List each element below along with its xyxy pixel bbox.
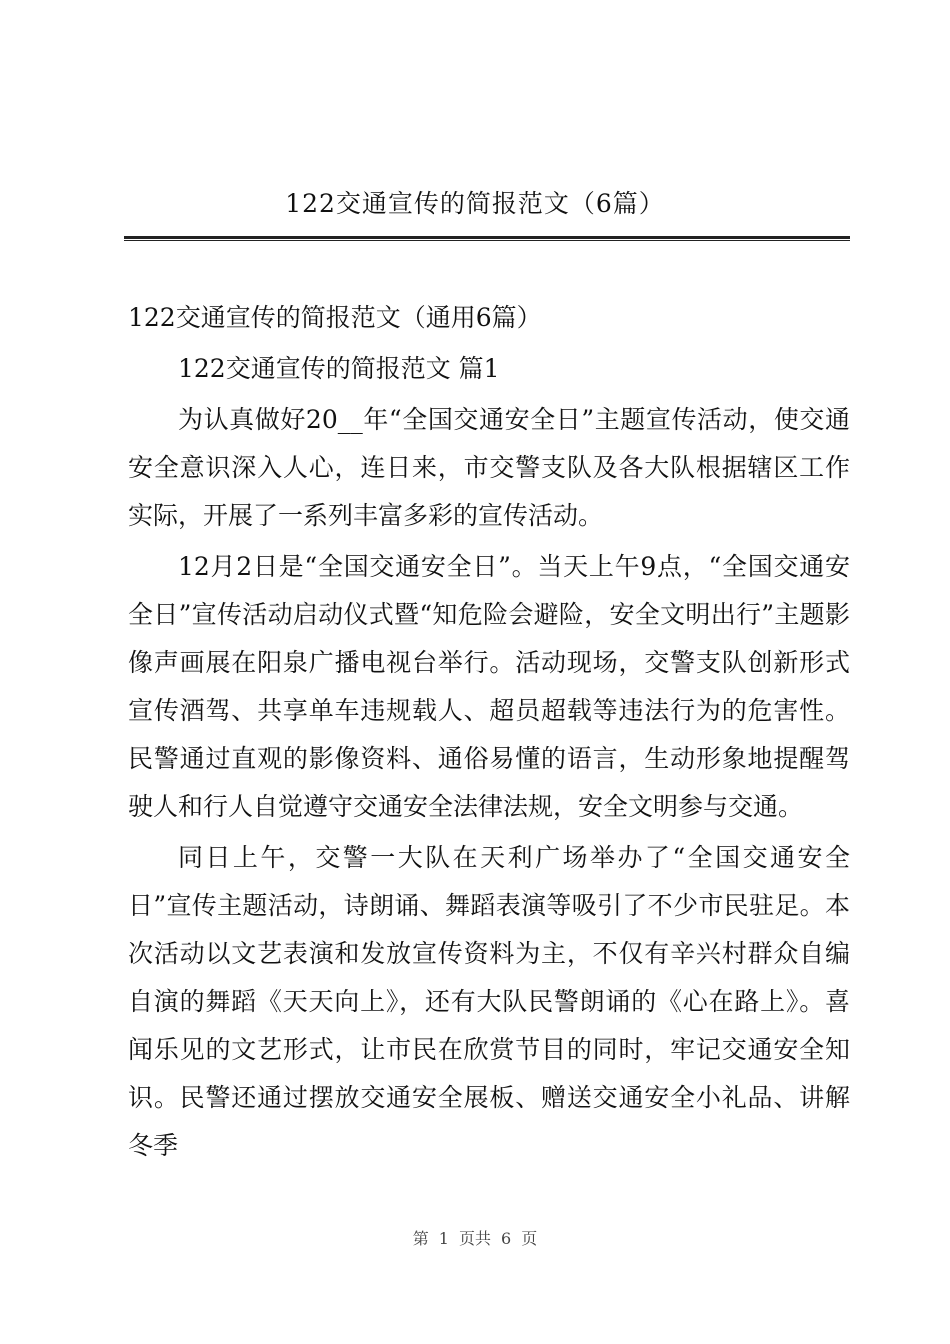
header-divider	[124, 236, 850, 242]
footer-total-pages: 6	[501, 1229, 512, 1248]
body-paragraph: 为认真做好20__年“全国交通安全日”主题宣传活动，使交通安全意识深入人心，连日来，市交警支队及各大队根据辖区工作实际，开展了一系列丰富多彩的宣传活动。	[128, 405, 850, 530]
footer-page-number: 1	[438, 1229, 449, 1248]
document-body	[128, 294, 850, 1173]
header-divider-thin	[124, 240, 850, 241]
body-paragraph: 同日上午，交警一大队在天利广场举办了“全国交通安全日”宣传主题活动，诗朗诵、舞蹈表演等吸引了不少市民驻足。本次活动以文艺表演和发放宣传资料为主，不仅有辛兴村群众自编自演的舞蹈《天天向上》，还有大队民警朗诵的《心在路上》。喜闻乐见的文艺形式，让市民在欣赏节目的同时，牢记交通安全知识。民警还通过摆放交通安全展板、赠送交通安全小礼品、讲解冬季	[128, 843, 850, 1160]
page-footer	[0, 1226, 950, 1249]
document-subtitle: 122交通宣传的简报范文（通用6篇）	[128, 303, 542, 332]
footer-ye: 页	[521, 1229, 538, 1248]
header-divider-thick	[124, 236, 850, 239]
footer-ye-gong: 页共	[458, 1229, 491, 1248]
body-paragraph: 12月2日是“全国交通安全日”。当天上午9点，“全国交通安全日”宣传活动启动仪式暨“知危险会避险，安全文明出行”主题影像声画展在阳泉广播电视台举行。活动现场，交警支队创新形式宣传酒驾、共享单车违规载人、超员超载等违法行为的危害性。民警通过直观的影像资料、通俗易懂的语言，生动形象地提醒驾驶人和行人自觉遵守交通安全法律法规，安全文明参与交通。	[128, 552, 850, 821]
page-title: 122交通宣传的简报范文（6篇）	[285, 189, 665, 218]
footer-di: 第	[412, 1229, 429, 1248]
article-heading: 122交通宣传的简报范文 篇1	[178, 354, 500, 383]
